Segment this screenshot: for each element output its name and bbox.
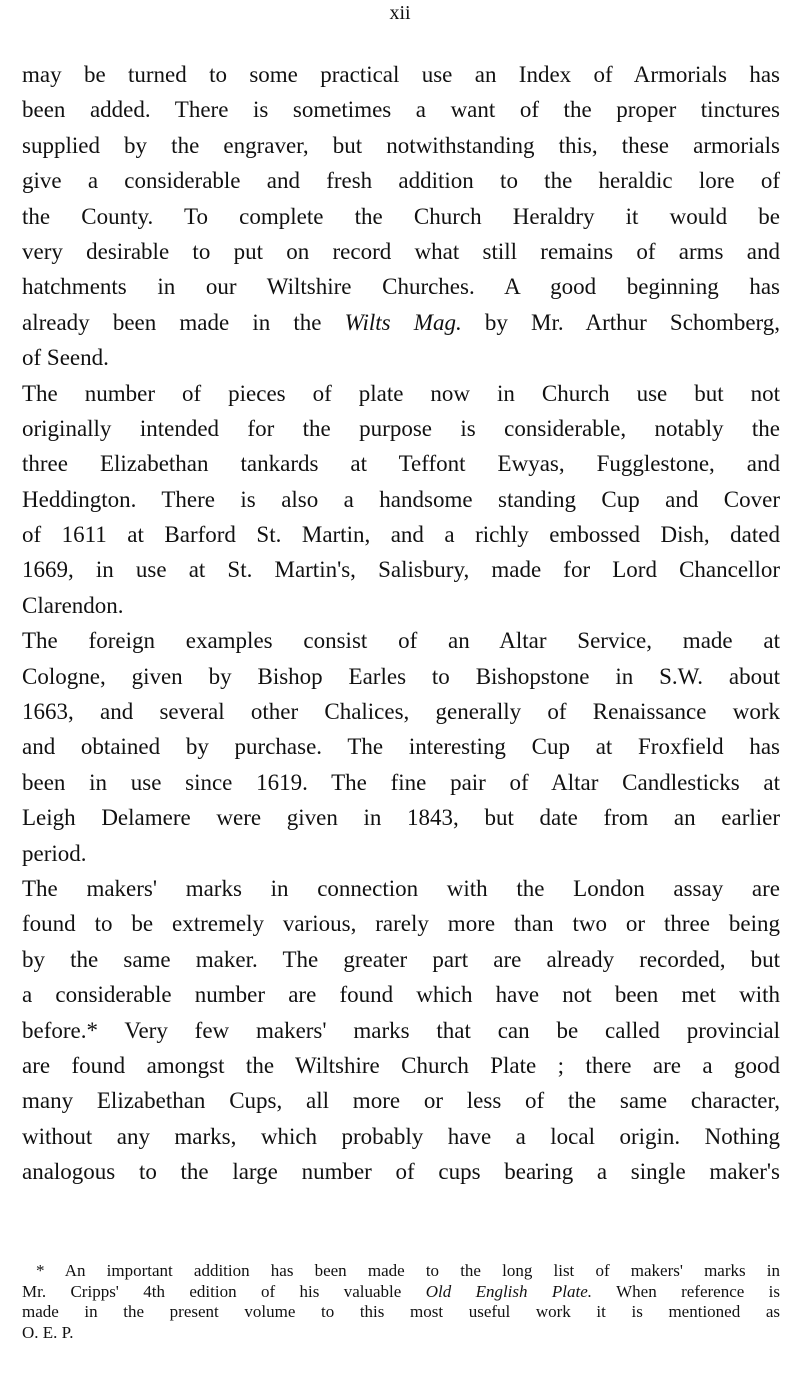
text-line: before.* Very few makers' marks that can be called provincial [22, 1017, 780, 1043]
text-line: The foreign examples consist of an Altar Service, made at [22, 628, 780, 654]
text-line: period. [22, 840, 87, 866]
text-line: O. E. P. [22, 1322, 74, 1342]
body-text [22, 57, 780, 1190]
text-line: 1663, and several other Chalices, generally of Renaissance work [22, 699, 780, 725]
text-line: a considerable number are found which have not been met with [22, 982, 780, 1008]
text-line: supplied by the engraver, but notwithstanding this, these armorials [22, 132, 780, 158]
italic-title: Wilts Mag. [344, 309, 462, 335]
paragraph [22, 57, 780, 376]
text-line: many Elizabethan Cups, all more or less of the same character, [22, 1088, 780, 1114]
text-line: by the same maker. The greater part are already recorded, but [22, 946, 780, 972]
text-line: been added. There is sometimes a want of the proper tinctures [22, 97, 780, 123]
paragraph [22, 871, 780, 1190]
text-line: already been made in the Wilts Mag. by Mr. Arthur Schomberg, [22, 309, 781, 335]
text-line: are found amongst the Wiltshire Church Plate ; there are a good [22, 1052, 780, 1078]
text-line: The number of pieces of plate now in Church use but not [22, 380, 780, 406]
text-line: of Seend. [22, 345, 109, 371]
paragraph [22, 623, 780, 871]
text-line: The makers' marks in connection with the London assay are [22, 875, 780, 901]
text-line: originally intended for the purpose is considerable, notably the [22, 415, 780, 441]
text-line: Heddington. There is also a handsome standing Cup and Cover [22, 486, 780, 512]
text-line: without any marks, which probably have a local origin. Nothing [22, 1123, 780, 1149]
text-line: * An important addition has been made to the long list of makers' marks in [36, 1261, 780, 1280]
text-line: Clarendon. [22, 592, 124, 618]
text-line: of 1611 at Barford St. Martin, and a richly embossed Dish, dated [22, 522, 780, 548]
text-line: and obtained by purchase. The interesting Cup at Froxfield has [22, 734, 780, 760]
paragraph [22, 376, 780, 624]
footnote [22, 1261, 780, 1343]
page-number: xii [389, 2, 411, 24]
text-line: three Elizabethan tankards at Teffont Ewyas, Fugglestone, and [22, 451, 780, 477]
text-line: made in the present volume to this most useful work it is mentioned as [22, 1302, 780, 1321]
text-line: Leigh Delamere were given in 1843, but date from an earlier [22, 805, 780, 831]
text-line: hatchments in our Wiltshire Churches. A good beginning has [22, 274, 780, 300]
text-line: found to be extremely various, rarely more than two or three being [22, 911, 780, 937]
text-line: Cologne, given by Bishop Earles to Bishopstone in S.W. about [22, 663, 780, 689]
text-line: been in use since 1619. The fine pair of Altar Candlesticks at [22, 769, 780, 795]
text-line: 1669, in use at St. Martin's, Salisbury, made for Lord Chancellor [22, 557, 780, 583]
italic-title: Old English Plate. [425, 1281, 593, 1301]
text-line: Mr. Cripps' 4th edition of his valuable Old English Plate. When reference is [22, 1281, 781, 1301]
text-line: very desirable to put on record what still remains of arms and [22, 238, 780, 264]
text-line: may be turned to some practical use an Index of Armorials has [22, 62, 780, 87]
text-line: give a considerable and fresh addition to the heraldic lore of [22, 168, 780, 194]
text-line: the County. To complete the Church Heraldry it would be [22, 203, 780, 229]
text-line: analogous to the large number of cups bearing a single maker's [22, 1159, 780, 1185]
